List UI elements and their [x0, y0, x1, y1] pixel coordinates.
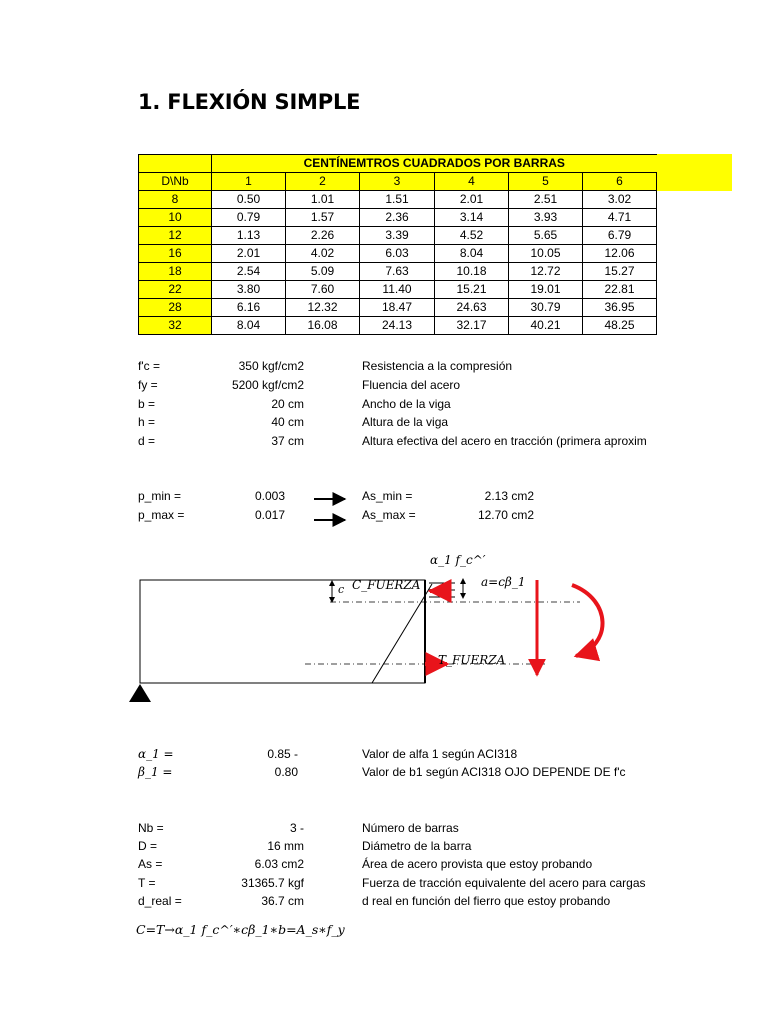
area-cell: 22.81 — [583, 281, 657, 299]
field-description: Diámetro de la barra — [362, 839, 472, 853]
field-value: 36.7 cm — [261, 894, 304, 908]
area-cell: 2.51 — [509, 191, 583, 209]
area-cell: 15.21 — [435, 281, 509, 299]
area-cell: 10.18 — [435, 263, 509, 281]
diameter-cell: 28 — [139, 299, 212, 317]
area-cell: 30.79 — [509, 299, 583, 317]
beam-section — [140, 580, 425, 683]
area-cell: 2.54 — [212, 263, 286, 281]
field-value: 37 cm — [271, 434, 304, 448]
field-description: Ancho de la viga — [362, 397, 451, 411]
area-cell: 36.95 — [583, 299, 657, 317]
field-description: Número de barras — [362, 821, 459, 835]
field-value: 0.80 — [274, 765, 298, 779]
field-description: Valor de b1 según ACI318 OJO DEPENDE DE f'c — [362, 765, 626, 779]
field-description: d real en función del fierro que estoy probando — [362, 894, 611, 908]
area-cell: 3.80 — [212, 281, 286, 299]
area-cell: 10.05 — [509, 245, 583, 263]
diameter-cell: 8 — [139, 191, 212, 209]
diameter-cell: 18 — [139, 263, 212, 281]
area-cell: 15.27 — [583, 263, 657, 281]
area-cell: 2.36 — [360, 209, 435, 227]
field-value: 6.03 cm2 — [254, 857, 304, 871]
stress-label: α_1 f_c^′ — [430, 553, 486, 567]
field-label: As = — [138, 857, 163, 871]
a-label: a=cβ_1 — [481, 575, 526, 589]
area-cell: 2.01 — [435, 191, 509, 209]
area-cell: 24.63 — [435, 299, 509, 317]
area-cell: 4.71 — [583, 209, 657, 227]
c-dimension-icon — [329, 580, 335, 603]
area-cell: 6.16 — [212, 299, 286, 317]
formula: C=T→α_1 f_c^′∗cβ_1∗b=A_s∗f_y — [136, 922, 345, 937]
area-cell: 11.40 — [360, 281, 435, 299]
support-icon — [129, 684, 151, 702]
area-cell: 0.50 — [212, 191, 286, 209]
area-cell: 48.25 — [583, 317, 657, 335]
field-label: D = — [138, 839, 158, 853]
area-cell: 6.79 — [583, 227, 657, 245]
ratio-value: 0.017 — [254, 508, 285, 522]
area-cell: 6.03 — [360, 245, 435, 263]
area-cell: 7.60 — [286, 281, 360, 299]
t-force-label: T_FUERZA — [438, 653, 506, 667]
area-cell: 1.01 — [286, 191, 360, 209]
area-cell: 40.21 — [509, 317, 583, 335]
area-cell: 5.09 — [286, 263, 360, 281]
field-value: 31365.7 kgf — [241, 876, 304, 890]
result-value: 12.70 cm2 — [477, 508, 534, 522]
moment-arc-icon — [572, 585, 603, 656]
column-header: 6 — [583, 173, 657, 191]
field-value: 20 cm — [271, 397, 304, 411]
column-header: 5 — [509, 173, 583, 191]
column-header: 2 — [286, 173, 360, 191]
diameter-cell: 10 — [139, 209, 212, 227]
area-cell: 32.17 — [435, 317, 509, 335]
field-value: 3 - — [289, 821, 304, 835]
field-description: Altura de la viga — [362, 415, 449, 429]
area-cell: 1.51 — [360, 191, 435, 209]
area-cell: 12.72 — [509, 263, 583, 281]
field-description: Área de acero provista que estoy probando — [362, 857, 593, 871]
result-label: As_max = — [362, 508, 416, 522]
area-cell: 1.57 — [286, 209, 360, 227]
ratio-value: 0.003 — [254, 489, 285, 503]
area-cell: 16.08 — [286, 317, 360, 335]
ratio-label: p_min = — [138, 489, 182, 503]
area-cell: 4.02 — [286, 245, 360, 263]
column-header: 1 — [212, 173, 286, 191]
field-value: 350 kgf/cm2 — [238, 359, 304, 373]
stress-block-icon — [429, 578, 466, 599]
field-value: 16 mm — [267, 839, 304, 853]
ratio-label: p_max = — [138, 508, 185, 522]
field-label: Nb = — [138, 821, 164, 835]
area-cell: 3.02 — [583, 191, 657, 209]
area-cell: 2.01 — [212, 245, 286, 263]
area-cell: 3.14 — [435, 209, 509, 227]
area-cell: 18.47 — [360, 299, 435, 317]
area-cell: 7.63 — [360, 263, 435, 281]
field-label: fy = — [138, 378, 158, 392]
area-cell: 3.39 — [360, 227, 435, 245]
area-cell: 3.93 — [509, 209, 583, 227]
column-header: 3 — [360, 173, 435, 191]
field-description: Valor de alfa 1 según ACI318 — [362, 747, 518, 761]
corner-header: D\Nb — [139, 173, 212, 191]
field-description: Fluencia del acero — [362, 378, 461, 392]
diameter-cell: 16 — [139, 245, 212, 263]
field-label: d = — [138, 434, 156, 448]
area-cell: 2.26 — [286, 227, 360, 245]
area-cell: 19.01 — [509, 281, 583, 299]
area-cell: 24.13 — [360, 317, 435, 335]
field-value: 5200 kgf/cm2 — [231, 378, 304, 392]
c-force-label: C_FUERZA — [352, 578, 421, 592]
field-label: β_1 = — [138, 765, 173, 779]
area-cell: 1.13 — [212, 227, 286, 245]
area-cell: 12.32 — [286, 299, 360, 317]
area-cell: 8.04 — [435, 245, 509, 263]
result-value: 2.13 cm2 — [484, 489, 534, 503]
field-label: b = — [138, 397, 156, 411]
area-cell: 8.04 — [212, 317, 286, 335]
diameter-cell: 32 — [139, 317, 212, 335]
area-cell: 5.65 — [509, 227, 583, 245]
area-cell: 12.06 — [583, 245, 657, 263]
diameter-cell: 12 — [139, 227, 212, 245]
c-label: c — [338, 583, 345, 596]
table-caption: CENTÍNEMTROS CUADRADOS POR BARRAS — [212, 155, 657, 173]
field-description: Resistencia a la compresión — [362, 359, 513, 373]
field-description: Fuerza de tracción equivalente del acero para cargas — [362, 876, 646, 890]
diameter-cell: 22 — [139, 281, 212, 299]
column-header: 4 — [435, 173, 509, 191]
field-label: T = — [138, 876, 156, 890]
field-label: f'c = — [138, 359, 160, 373]
field-value: 40 cm — [271, 415, 304, 429]
area-cell: 4.52 — [435, 227, 509, 245]
field-label: h = — [138, 415, 156, 429]
field-description: Altura efectiva del acero en tracción (primera aproxim — [362, 434, 647, 448]
field-label: d_real = — [138, 894, 182, 908]
strain-line — [372, 584, 432, 683]
page-title: 1. FLEXIÓN SIMPLE — [138, 90, 361, 114]
area-cell: 0.79 — [212, 209, 286, 227]
field-label: α_1 = — [138, 747, 174, 761]
field-value: 0.85 - — [267, 747, 298, 761]
result-label: As_min = — [362, 489, 413, 503]
